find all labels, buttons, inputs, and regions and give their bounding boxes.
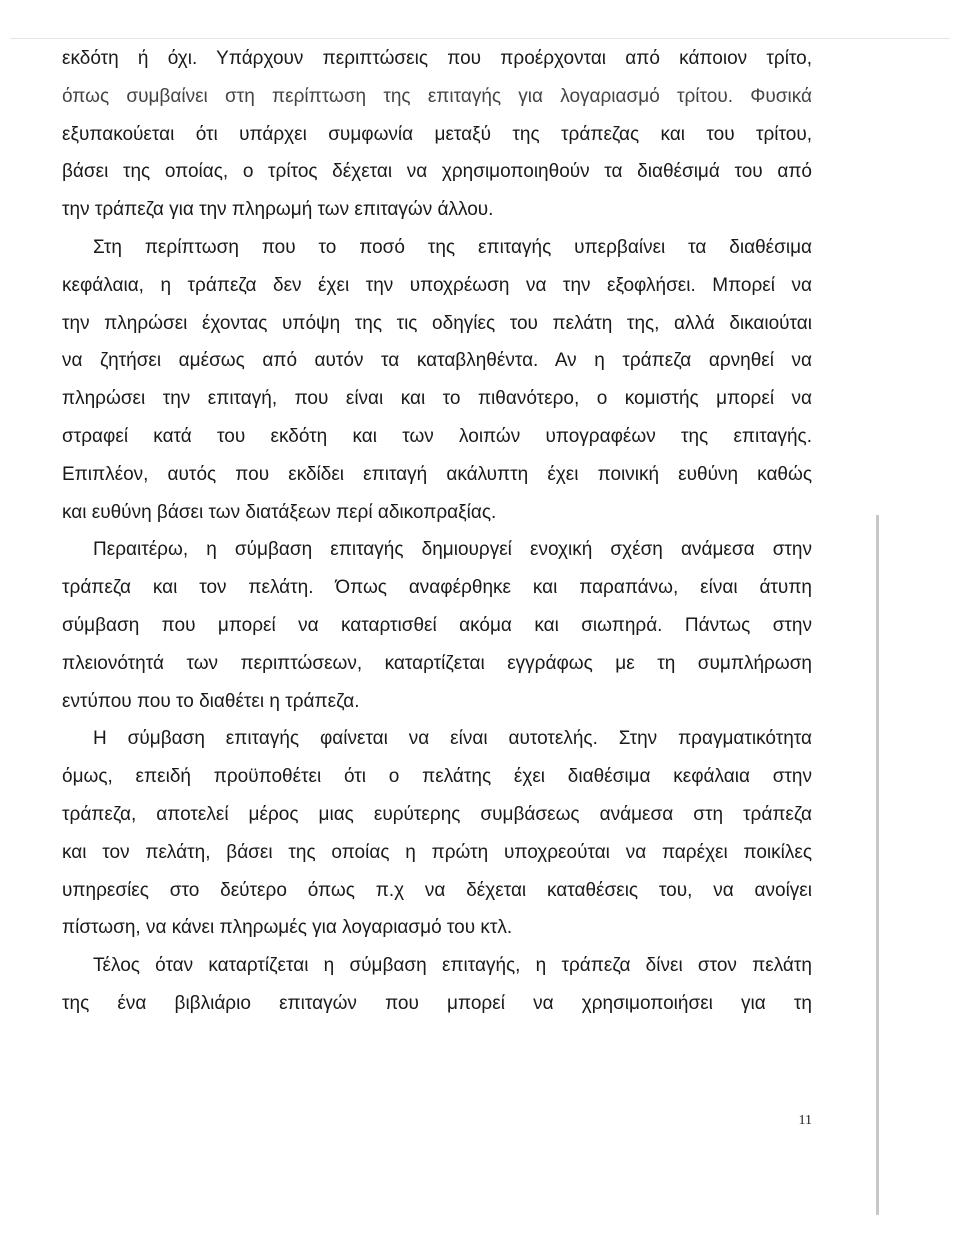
scan-edge-line bbox=[10, 38, 950, 39]
text-line: κεφάλαια, η τράπεζα δεν έχει την υποχρέωση να την εξοφλήσει. Μπορεί να bbox=[62, 274, 812, 296]
text-line: Η σύμβαση επιταγής φαίνεται να είναι αυτοτελής. Στην πραγματικότητα bbox=[93, 728, 812, 750]
text-line: να ζητήσει αμέσως από αυτόν τα καταβληθέντα. Αν η τράπεζα αρνηθεί να bbox=[62, 350, 812, 372]
text-line: όμως, επειδή προϋποθέτει ότι ο πελάτης έχει διαθέσιμα κεφάλαια στην bbox=[62, 766, 812, 788]
text-line: εκδότη ή όχι. Υπάρχουν περιπτώσεις που προέρχονται από κάποιον τρίτο, bbox=[62, 48, 812, 69]
text-line: πλειονότητά των περιπτώσεων, καταρτίζεται εγγράφως με τη συμπλήρωση bbox=[62, 652, 812, 674]
text-line: Επιπλέον, αυτός που εκδίδει επιταγή ακάλυπτη έχει ποινική ευθύνη καθώς bbox=[62, 463, 812, 485]
text-line: σύμβαση που μπορεί να καταρτισθεί ακόμα και σιωπηρά. Πάντως στην bbox=[62, 614, 812, 636]
scan-shadow-line bbox=[876, 515, 879, 1215]
text-line: Τέλος όταν καταρτίζεται η σύμβαση επιταγής, η τράπεζα δίνει στον πελάτη bbox=[93, 955, 812, 977]
text-line: πληρώσει την επιταγή, που είναι και το πιθανότερο, ο κομιστής μπορεί να bbox=[62, 388, 812, 410]
text-line: την τράπεζα για την πληρωμή των επιταγών άλλου. bbox=[62, 199, 494, 221]
text-line: εξυπακούεται ότι υπάρχει συμφωνία μεταξύ της τράπεζας και του τρίτου, bbox=[62, 123, 812, 145]
text-line: πίστωση, να κάνει πληρωμές για λογαριασμό του κτλ. bbox=[62, 917, 513, 939]
text-line: την πληρώσει έχοντας υπόψη της τις οδηγίες του πελάτη της, αλλά δικαιούται bbox=[62, 312, 812, 334]
text-line: βάσει της οποίας, ο τρίτος δέχεται να χρησιμοποιηθούν τα διαθέσιμά του από bbox=[62, 161, 812, 183]
page-number: 11 bbox=[798, 1113, 812, 1128]
text-line: και τον πελάτη, βάσει της οποίας η πρώτη υποχρεούται να παρέχει ποικίλες bbox=[62, 841, 812, 863]
text-line: τράπεζα, αποτελεί μέρος μιας ευρύτερης συμβάσεως ανάμεσα στη τράπεζα bbox=[62, 803, 812, 825]
text-line: της ένα βιβλιάριο επιταγών που μπορεί να χρησιμοποιήσει για τη bbox=[62, 992, 812, 1014]
text-line: Περαιτέρω, η σύμβαση επιταγής δημιουργεί ενοχική σχέση ανάμεσα στην bbox=[93, 539, 812, 561]
text-line: εντύπου που το διαθέτει η τράπεζα. bbox=[62, 690, 360, 712]
text-line: και ευθύνη βάσει των διατάξεων περί αδικοπραξίας. bbox=[62, 501, 497, 523]
text-line: υπηρεσίες στο δεύτερο όπως π.χ να δέχεται καταθέσεις του, να ανοίγει bbox=[62, 879, 812, 901]
text-line: τράπεζα και τον πελάτη. Όπως αναφέρθηκε και παραπάνω, είναι άτυπη bbox=[62, 577, 812, 599]
text-line: Στη περίπτωση που το ποσό της επιταγής υπερβαίνει τα διαθέσιμα bbox=[93, 236, 812, 258]
body-text bbox=[62, 40, 812, 1023]
text-line: στραφεί κατά του εκδότη και των λοιπών υπογραφέων της επιταγής. bbox=[62, 425, 812, 447]
text-line: όπως συμβαίνει στη περίπτωση της επιταγής για λογαριασμό τρίτου. Φυσικά bbox=[62, 85, 812, 107]
